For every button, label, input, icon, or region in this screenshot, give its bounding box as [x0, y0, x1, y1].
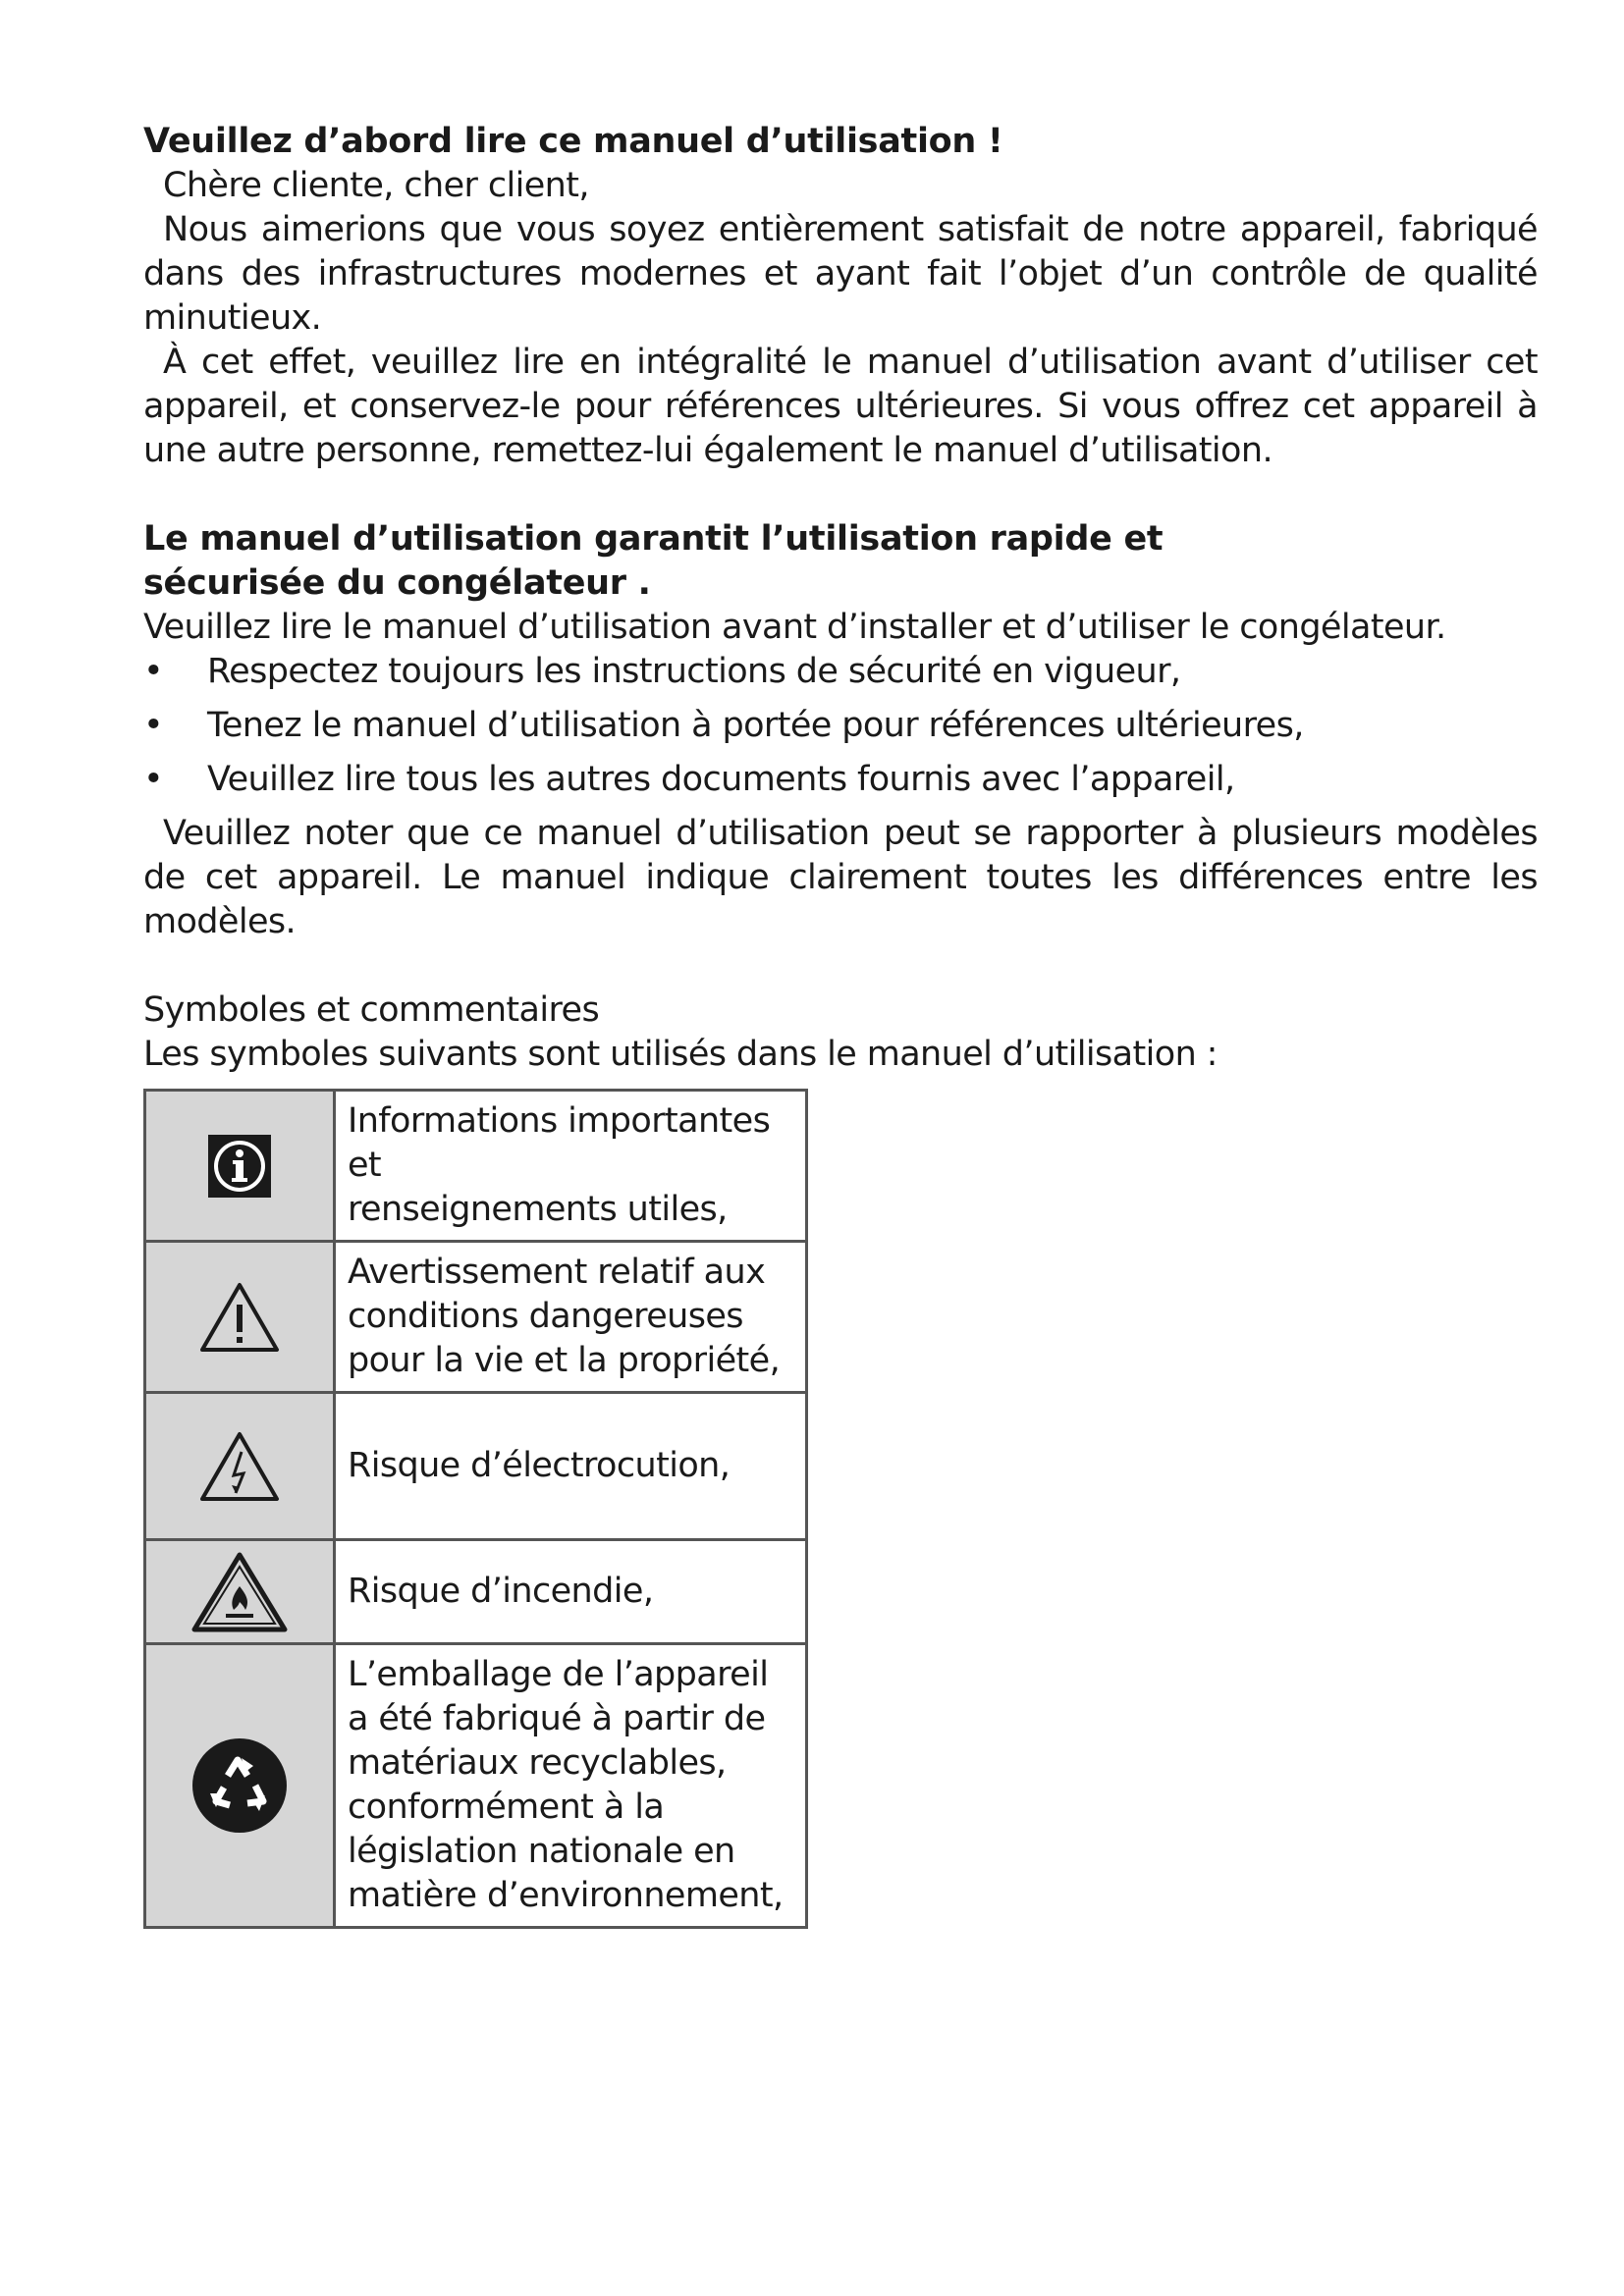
intro-paragraph-1: Nous aimerions que vous soyez entièrement satisfait de notre appareil, fabriqué dans des infrastructures modernes et ayant fait l’objet d’un contrôle de qualité minutieux.: [143, 210, 1538, 338]
info-icon: [208, 1135, 271, 1198]
table-row: [145, 1393, 807, 1540]
symbols-table: [143, 1089, 808, 1929]
symbols-lead: Les symboles suivants sont utilisés dans le manuel d’utilisation :: [143, 1035, 1218, 1074]
warning-icon: [198, 1281, 281, 1354]
intro-title: Veuillez d’abord lire ce manuel d’utilisation !: [143, 122, 1003, 161]
symbol-text-fire: Risque d’incendie,: [335, 1540, 807, 1644]
table-row: [145, 1091, 807, 1242]
symbols-heading: Symboles et commentaires: [143, 990, 600, 1030]
guide-title: Le manuel d’utilisation garantit l’utilisation rapide et sécurisée du congélateur .: [143, 519, 1164, 603]
electric-shock-icon: [198, 1430, 281, 1503]
list-item: • Tenez le manuel d’utilisation à portée pour références ultérieures,: [143, 706, 1304, 745]
symbol-text-recycle: L’emballage de l’appareil a été fabriqué à partir de matériaux recyclables, conformément à la législation nationale en matière d’environnement,: [335, 1644, 807, 1928]
intro-paragraph-2: À cet effet, veuillez lire en intégralité le manuel d’utilisation avant d’utiliser cet appareil, et conservez-le pour références ultérieures. Si vous offrez cet appareil à une autre personne, remettez-lui également le manuel d’utilisation.: [143, 343, 1538, 470]
symbol-text-electric: Risque d’électrocution,: [335, 1393, 807, 1540]
manual-page: [143, 120, 1538, 1929]
list-item: • Veuillez lire tous les autres documents fournis avec l’appareil,: [143, 760, 1235, 799]
symbol-text-info: Informations importantes et renseignements utiles,: [335, 1091, 807, 1242]
greeting: Chère cliente, cher client,: [163, 166, 589, 205]
table-row: [145, 1540, 807, 1644]
list-item: • Respectez toujours les instructions de sécurité en vigueur,: [143, 652, 1181, 691]
table-row: [145, 1644, 807, 1928]
table-row: [145, 1242, 807, 1393]
symbol-text-warning: Avertissement relatif aux conditions dangereuses pour la vie et la propriété,: [335, 1242, 807, 1393]
recycle-icon: [190, 1736, 289, 1835]
guide-bullets: [143, 650, 1538, 802]
fire-icon: [190, 1551, 289, 1633]
guide-note: Veuillez noter que ce manuel d’utilisation peut se rapporter à plusieurs modèles de cet appareil. Le manuel indique clairement toutes les différences entre les modèles.: [143, 814, 1538, 941]
guide-lead: Veuillez lire le manuel d’utilisation avant d’installer et d’utiliser le congélateur.: [143, 608, 1446, 647]
